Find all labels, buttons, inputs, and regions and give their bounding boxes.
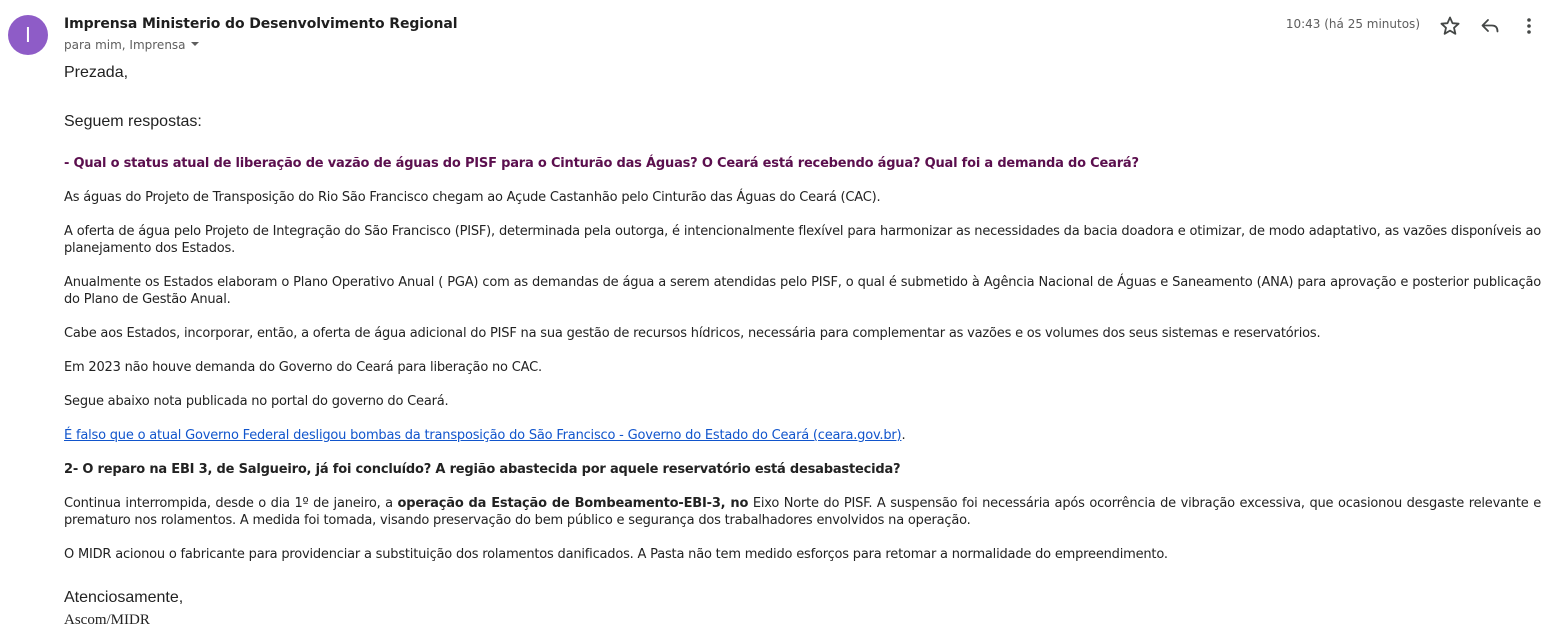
more-vert-icon[interactable] xyxy=(1517,14,1541,38)
ceara-gov-link[interactable]: É falso que o atual Governo Federal desligou bombas da transposição do São Francisco - Governo do Estado do Ceará (ceara.gov.br) xyxy=(64,428,902,443)
answer-1-paragraph-1: As águas do Projeto de Transposição do Rio São Francisco chegam ao Açude Castanhão pelo Cinturão das Águas do Ceará (CAC). xyxy=(64,190,881,205)
answer-1-paragraph-2: A oferta de água pelo Projeto de Integração do São Francisco (PISF), determinada pela outorga, é intencionalmente flexível para harmonizar as necessidades da bacia doadora e otimizar, de modo adaptativo, as vazões disponíveis ao planejamento dos Estados. xyxy=(64,224,1541,256)
answer-2-paragraph-1 xyxy=(64,495,1541,529)
link-suffix: . xyxy=(901,428,906,443)
link-paragraph xyxy=(64,427,1541,444)
reply-icon[interactable] xyxy=(1478,14,1502,38)
intro: Seguem respostas: xyxy=(64,113,202,130)
star-icon[interactable] xyxy=(1438,14,1462,38)
question-1: - Qual o status atual de liberação de vazão de águas do PISF para o Cinturão das Águas? O Ceará está recebendo água? Qual foi a demanda do Ceará? xyxy=(64,156,1139,171)
chevron-down-icon[interactable] xyxy=(190,38,200,52)
closing: Atenciosamente, xyxy=(64,589,184,606)
sender-name[interactable]: Imprensa Ministerio do Desenvolvimento Regional xyxy=(64,16,458,32)
answer-1-paragraph-6: Segue abaixo nota publicada no portal do governo do Ceará. xyxy=(64,394,449,409)
recipients-text: para mim, Imprensa xyxy=(64,38,186,52)
answer-1-paragraph-3: Anualmente os Estados elaboram o Plano Operativo Anual ( PGA) com as demandas de água a serem atendidas pelo PISF, o qual é submetido à Agência Nacional de Águas e Saneamento (ANA) para aprovação e posterior publicação do Plano de Gestão Anual. xyxy=(64,275,1541,307)
greeting: Prezada, xyxy=(64,64,129,81)
avatar[interactable]: I xyxy=(8,15,48,55)
answer-2-text-pre: Continua interrompida, desde o dia 1º de janeiro, a xyxy=(64,496,398,511)
recipients-line[interactable] xyxy=(64,38,200,52)
answer-2-text-post: Eixo Norte do PISF. A suspensão foi necessária após ocorrência de vibração excessiva, que ocasionou desgaste relevante e prematuro nos rolamentos. A medida foi tomada, visando preservação do bem público e segurança dos trabalhadores envolvidos na operação. xyxy=(64,496,1541,528)
signature: Ascom/MIDR xyxy=(64,612,150,628)
answer-2-paragraph-2: O MIDR acionou o fabricante para providenciar a substituição dos rolamentos danificados. A Pasta não tem medido esforços para retomar a normalidade do empreendimento. xyxy=(64,547,1168,562)
answer-2-text-bold: operação da Estação de Bombeamento-EBI-3, no xyxy=(397,496,749,511)
question-2: 2- O reparo na EBI 3, de Salgueiro, já foi concluído? A região abastecida por aquele reservatório está desabastecida? xyxy=(64,462,901,477)
timestamp: 10:43 (há 25 minutos) xyxy=(1285,17,1420,31)
answer-1-paragraph-4: Cabe aos Estados, incorporar, então, a oferta de água adicional do PISF na sua gestão de recursos hídricos, necessária para complementar as vazões e os volumes dos seus sistemas e reservatórios. xyxy=(64,326,1321,341)
message-body xyxy=(64,62,1541,629)
answer-1-paragraph-5: Em 2023 não houve demanda do Governo do Ceará para liberação no CAC. xyxy=(64,360,542,375)
